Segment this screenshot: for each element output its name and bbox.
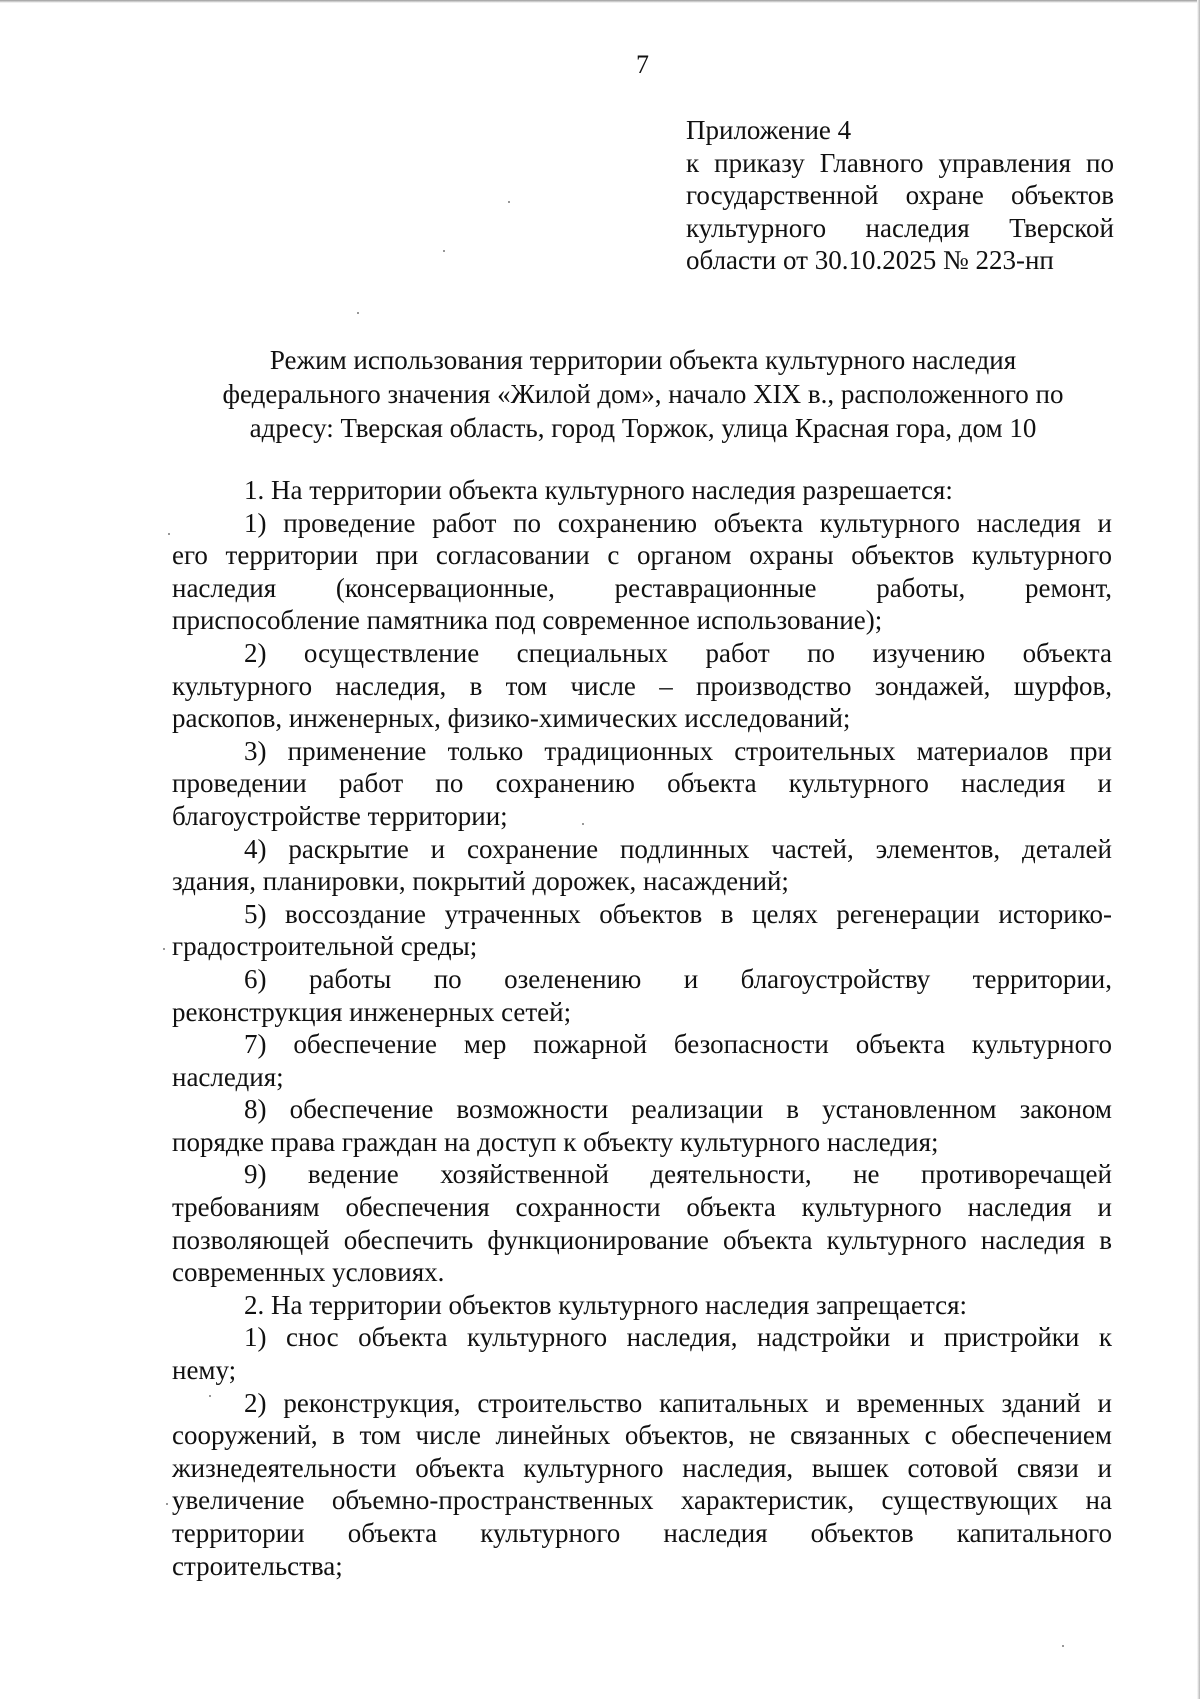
paragraph-line: современных условиях. [172, 1257, 445, 1288]
paragraph [172, 1387, 1112, 1583]
title-line: адресу: Тверская область, город Торжок, улица Красная гора, дом 10 [249, 413, 1037, 443]
paragraph-line: увеличение объемно-пространственных характеристик, существующих на [172, 1485, 1112, 1516]
page-edge-top [0, 0, 1200, 3]
scan-speck [582, 823, 584, 825]
paragraph-line: 8) обеспечение возможности реализации в установленном законом [244, 1094, 1112, 1125]
paragraph-line: позволяющей обеспечить функционирование объекта культурного наследия в [172, 1224, 1112, 1255]
paragraph-line: территории объекта культурного наследия объектов капитального [172, 1518, 1112, 1548]
paragraph [172, 963, 1112, 1028]
paragraph-line: 5) воссоздание утраченных объектов в целях регенерации историко- [244, 898, 1112, 929]
title-line: федерального значения «Жилой дом», начало XIX в., расположенного по [222, 379, 1064, 409]
scan-speck [209, 1395, 211, 1397]
scan-speck [168, 533, 170, 535]
scan-speck [1062, 1645, 1064, 1647]
paragraph [172, 1028, 1112, 1093]
paragraph-line: требованиям обеспечения сохранности объекта культурного наследия и [172, 1192, 1112, 1223]
title-line: Режим использования территории объекта культурного наследия [269, 345, 1017, 375]
document-body [172, 474, 1112, 1582]
appendix-line: культурного наследия Тверской [686, 212, 1114, 243]
appendix-line: государственной охране объектов [686, 180, 1114, 210]
paragraph [172, 1289, 1112, 1322]
paragraph-line: приспособление памятника под современное использование); [172, 605, 883, 636]
paragraph [172, 474, 1112, 507]
paragraph-line: 9) ведение хозяйственной деятельности, не противоречащей [244, 1159, 1112, 1190]
paragraph [172, 898, 1112, 963]
paragraph-line: благоустройстве территории; [172, 800, 508, 831]
paragraph-line: 4) раскрытие и сохранение подлинных частей, элементов, деталей [244, 833, 1112, 864]
paragraph-line: проведении работ по сохранению объекта культурного наследия и [172, 768, 1112, 799]
paragraph-line: порядке права граждан на доступ к объекту культурного наследия; [172, 1126, 939, 1157]
paragraph [172, 1321, 1112, 1386]
paragraph-line: 1) снос объекта культурного наследия, надстройки и пристройки к [244, 1322, 1112, 1353]
scan-speck [443, 250, 445, 252]
appendix-line: к приказу Главного управления по [686, 147, 1114, 178]
paragraph-line: реконструкция инженерных сетей; [172, 996, 572, 1027]
paragraph-line: раскопов, инженерных, физико-химических исследований; [172, 703, 851, 734]
paragraph-line: 2) реконструкция, строительство капитальных и временных зданий и [244, 1387, 1112, 1418]
paragraph-line: сооружений, в том числе линейных объектов, не связанных с обеспечением [172, 1420, 1112, 1451]
scan-speck [357, 312, 359, 314]
paragraph-line: строительства; [172, 1550, 343, 1581]
paragraph [172, 1093, 1112, 1158]
paragraph-line: 2. На территории объектов культурного наследия запрещается: [244, 1289, 968, 1320]
paragraph-line: градостроительной среды; [172, 931, 478, 962]
paragraph [172, 637, 1112, 735]
paragraph-line: здания, планировки, покрытий дорожек, насаждений; [172, 866, 789, 897]
paragraph-line: нему; [172, 1355, 237, 1386]
paragraph [172, 833, 1112, 898]
paragraph-line: жизнедеятельности объекта культурного наследия, вышек сотовой связи и [172, 1452, 1112, 1483]
scan-speck [163, 948, 165, 950]
appendix-line: области от 30.10.2025 № 223-нп [686, 245, 1054, 275]
scan-speck [166, 1503, 168, 1505]
paragraph-line: его территории при согласовании с органом охраны объектов культурного [172, 540, 1112, 571]
appendix-line: Приложение 4 [686, 115, 852, 145]
paragraph-line: наследия (консервационные, реставрационные работы, ремонт, [172, 572, 1112, 603]
paragraph-line: 2) осуществление специальных работ по изучению объекта [244, 637, 1112, 668]
paragraph-line: наследия; [172, 1061, 284, 1092]
paragraph-line: 1) проведение работ по сохранению объекта культурного наследия и [244, 507, 1112, 538]
appendix-header [686, 114, 1114, 277]
paragraph [172, 1158, 1112, 1288]
paragraph-line: культурного наследия, в том числе – производство зондажей, шурфов, [172, 670, 1112, 701]
paragraph-line: 7) обеспечение мер пожарной безопасности объекта культурного [244, 1029, 1112, 1060]
paragraph [172, 735, 1112, 833]
paragraph [172, 507, 1112, 637]
document-title [172, 343, 1114, 445]
page-number: 7 [636, 50, 649, 79]
scan-speck [508, 201, 510, 203]
paragraph-line: 1. На территории объекта культурного наследия разрешается: [244, 475, 953, 505]
paragraph-line: 6) работы по озеленению и благоустройству территории, [244, 963, 1112, 994]
paragraph-line: 3) применение только традиционных строительных материалов при [244, 735, 1112, 766]
